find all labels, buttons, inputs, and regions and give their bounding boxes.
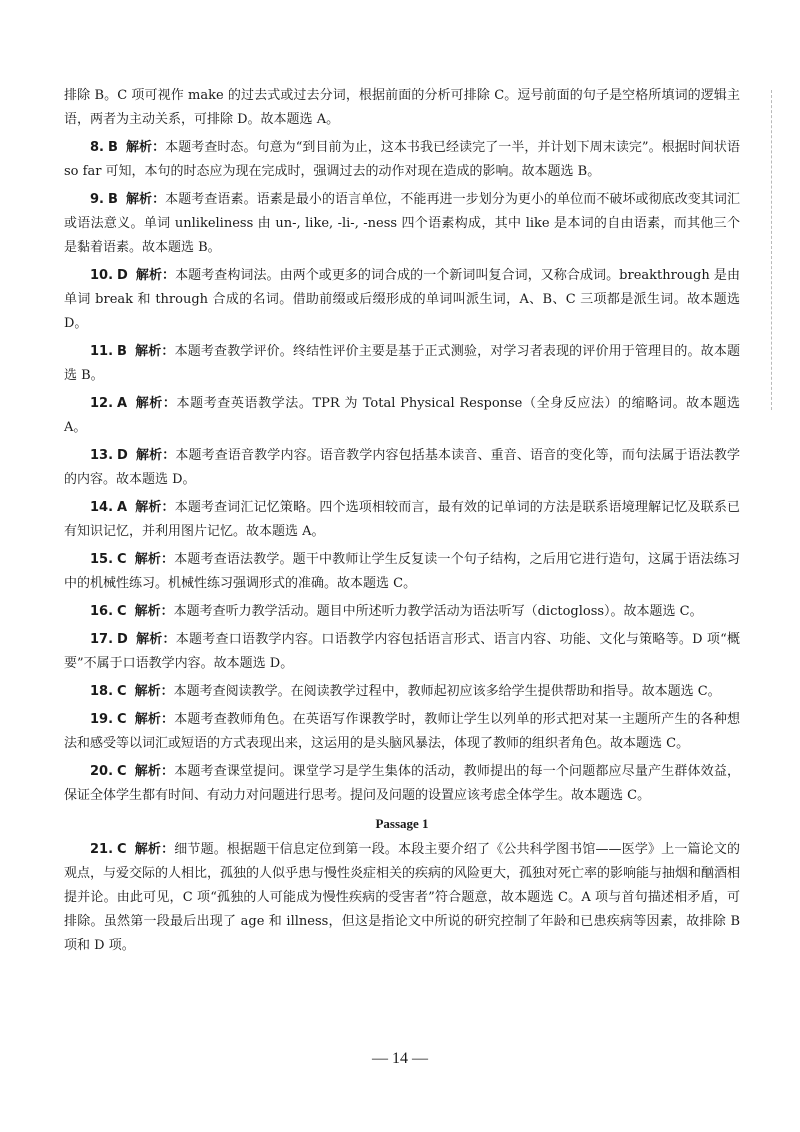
- answer-letter: D: [117, 448, 128, 463]
- explanation-text: 细节题。根据题干信息定位到第一段。本段主要介绍了《公共科学图书馆——医学》上一篇论文的观点，与爱交际的人相比，孤独的人似乎患与慢性炎症相关的疾病的风险更大，孤独对死亡率的影响能与抽烟和酗酒相提并论。由此可见，C 项“孤独的人可能成为慢性疾病的受害者”符合题意，故本题选 C。A 项与首句描述相矛盾，可排除。虽然第一段最后出现了 age 和 illness，但这是指论文中所说的研究控制了年龄和已患疾病等因素，故排除 B 项和 D 项。: [64, 842, 741, 953]
- analysis-label: 解析：: [135, 396, 177, 411]
- answer-letter: A: [117, 396, 128, 411]
- analysis-label: 解析：: [134, 344, 175, 359]
- explanation-item: [64, 838, 740, 958]
- answer-letter: C: [117, 712, 127, 727]
- analysis-label: 解析：: [134, 764, 175, 779]
- explanation-text: 本题考查英语教学法。TPR 为 Total Physical Response（全身反应法）的缩略词。故本题选 A。: [64, 396, 740, 435]
- explanation-text: 本题考查时态。句意为“到目前为止，这本书我已经读完了一半，并计划下周末读完”。根据时间状语 so far 可知，本句的时态应为现在完成时，强调过去的动作对现在造成的影响。故本题选 B。: [64, 140, 740, 179]
- explanation-text: 本题考查语素。语素是最小的语言单位，不能再进一步划分为更小的单位而不破坏或彻底改变其词汇或语法意义。单词 unlikeliness 由 un-, like, -li-, -ness 四个语素构成，其中 like 是本词的自由语素，而其他三个是黏着语素。故本题选 B。: [64, 192, 740, 255]
- answer-letter: D: [117, 268, 128, 283]
- explanation-item: [64, 392, 740, 440]
- analysis-label: 解析：: [134, 552, 175, 567]
- answer-letter: C: [117, 604, 127, 619]
- explanation-item: [64, 628, 740, 676]
- analysis-label: 解析：: [125, 140, 166, 155]
- explanation-item: [64, 444, 740, 492]
- explanation-item: [64, 548, 740, 596]
- explanation-item: [64, 496, 740, 544]
- question-number: 18.: [90, 684, 114, 699]
- analysis-label: 解析：: [125, 192, 166, 207]
- explanation-text: 本题考查阅读教学。在阅读教学过程中，教师起初应该多给学生提供帮助和指导。故本题选 C。: [173, 684, 721, 699]
- explanation-text: 本题考查听力教学活动。题目中所述听力教学活动为语法听写（dictogloss）。故本题选 C。: [173, 604, 703, 619]
- question-number: 16.: [90, 604, 114, 619]
- passage-title: Passage 1: [375, 816, 429, 831]
- explanation-item: [64, 188, 740, 260]
- explanation-text: 本题考查词汇记忆策略。四个选项相较而言，最有效的记单词的方法是联系语境理解记忆及联系已有知识记忆，并利用图片记忆。故本题选 A。: [64, 500, 740, 539]
- explanation-text: 本题考查教师角色。在英语写作课教学时，教师让学生以列单的形式把对某一主题所产生的各种想法和感受等以词汇或短语的方式表现出来，这运用的是头脑风暴法，体现了教师的组织者角色。故本题选 C。: [64, 712, 740, 751]
- question-number: 14.: [90, 500, 114, 515]
- explanation-text: 本题考查课堂提问。课堂学习是学生集体的活动，教师提出的每一个问题都应尽量产生群体效益，保证全体学生都有时间、有动力对问题进行思考。提问及问题的设置应该考虑全体学生。故本题选 C。: [64, 764, 740, 803]
- analysis-label: 解析：: [134, 604, 174, 619]
- page-number: — 14 —: [372, 1050, 428, 1067]
- question-number: 17.: [90, 632, 114, 647]
- explanation-text: 本题考查教学评价。终结性评价主要是基于正式测验，对学习者表现的评价用于管理目的。故本题选 B。: [64, 344, 740, 383]
- question-number: 8.: [90, 140, 104, 155]
- question-number: 12.: [90, 396, 114, 411]
- explanation-item: [64, 600, 740, 624]
- answer-letter: C: [117, 552, 127, 567]
- analysis-label: 解析：: [134, 842, 175, 857]
- intro-paragraph: 排除 B。C 项可视作 make 的过去式或过去分词，根据前面的分析可排除 C。逗号前面的句子是空格所填词的逻辑主语，两者为主动关系，可排除 D。故本题选 A。: [64, 88, 740, 127]
- answer-letter: C: [117, 684, 127, 699]
- explanation-text: 本题考查语音教学内容。语音教学内容包括基本读音、重音、语音的变化等，而句法属于语法教学的内容。故本题选 D。: [64, 448, 740, 487]
- answer-letter: B: [107, 192, 118, 207]
- answer-letter: B: [107, 140, 118, 155]
- explanation-text: 本题考查口语教学内容。口语教学内容包括语言形式、语言内容、功能、文化与策略等。D 项“概要”不属于口语教学内容。故本题选 D。: [64, 632, 740, 671]
- passage-explanation-list: [64, 838, 740, 958]
- explanation-item: [64, 340, 740, 388]
- question-number: 13.: [90, 448, 114, 463]
- question-number: 15.: [90, 552, 114, 567]
- explanation-item: [64, 760, 740, 808]
- answer-letter: A: [117, 500, 128, 515]
- answer-letter: C: [117, 764, 127, 779]
- analysis-label: 解析：: [134, 684, 174, 699]
- explanation-item: [64, 680, 740, 704]
- question-number: 10.: [90, 268, 114, 283]
- analysis-label: 解析：: [135, 448, 176, 463]
- explanation-item: [64, 264, 740, 336]
- question-number: 11.: [90, 344, 114, 359]
- question-number: 20.: [90, 764, 114, 779]
- question-number: 21.: [90, 842, 114, 857]
- question-number: 9.: [90, 192, 104, 207]
- binding-edge-mark: [771, 90, 773, 410]
- answer-letter: D: [117, 632, 128, 647]
- question-number: 19.: [90, 712, 114, 727]
- answer-explanations: [64, 84, 740, 962]
- answer-letter: B: [117, 344, 127, 359]
- analysis-label: 解析：: [135, 632, 176, 647]
- analysis-label: 解析：: [134, 712, 175, 727]
- explanation-item: [64, 708, 740, 756]
- analysis-label: 解析：: [135, 500, 175, 515]
- explanation-text: 本题考查语法教学。题干中教师让学生反复读一个句子结构，之后用它进行造句，这属于语法练习中的机械性练习。机械性练习强调形式的准确。故本题选 C。: [64, 552, 740, 591]
- answer-letter: C: [117, 842, 127, 857]
- analysis-label: 解析：: [135, 268, 176, 283]
- explanation-text: 本题考查构词法。由两个或更多的词合成的一个新词叫复合词，又称合成词。breakthrough 是由单词 break 和 through 合成的名词。借助前缀或后缀形成的单词叫派生词，A、B、C 三项都是派生词。故本题选 D。: [64, 268, 740, 331]
- explanation-list: [64, 136, 740, 808]
- explanation-item: [64, 136, 740, 184]
